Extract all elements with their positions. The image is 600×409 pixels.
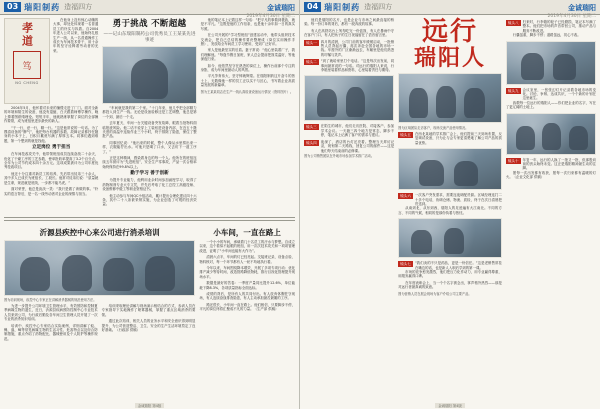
market-photo-2 (398, 73, 502, 123)
photo-caption: 图为区域团队走访客户，现场交流产品使用情况。 (398, 126, 469, 130)
paragraph: 家人是他最坚实的后盾。妻子常说：“他心里装着厂子，我们理解他。”每逢节假日加班，家人总会提前把饭菜温好，等他深夜归来。 (200, 48, 295, 62)
page-footer-left (0, 403, 299, 408)
scene-badge: 镜头四 (306, 140, 317, 145)
photo-subject (516, 126, 535, 151)
photo-subject (346, 87, 365, 117)
scene-item (398, 193, 502, 206)
market-photo-5 (506, 41, 596, 85)
paragraph: 成绩的背后，是所有人的共同付出。有人放弃休假驻守现场，有人连续奋战排查隐患，有人主动承担最苦最累的工序。 (199, 292, 295, 301)
paragraph: 路还很长，小车间一直在路上。他们相信，只要脚步不停，平凡的岗位终将汇聚成不凡的力量。（生产部 供稿） (199, 302, 295, 312)
paragraph: “车间就是我的第二个家。”十几年来，他几乎把全部精力都投入到生产一线。无论是设备检修还是工艺调整，他总是第一个到、最后一个走。 (102, 106, 197, 119)
paragraph: 他的笔记本上记着这样一句话：“把平凡的事做到极致，就是不平凡。”这既是他的工作信条，也是他十余年如一日的真实写照。 (200, 18, 295, 31)
brand-logo-block (4, 18, 50, 104)
scene-text: 四月的清晨，公司门前的客车缓缓启动，一批销售人员背起行囊，再次奔赴全国各地的市场一线。车窗外的厂区渐渐远去，车厢里是他们熟悉的叮嘱与笑声。 (320, 39, 395, 57)
scene-text: 归来时，行李箱的轮子已经磨损，笔记本写满了整本。他们把市场的声音带回公司，推动产品与服务不断改进。 (522, 20, 596, 33)
right-col-3 (506, 18, 596, 298)
masthead-right-right (548, 0, 596, 19)
photo-subject (131, 59, 168, 98)
feature-headline (398, 18, 502, 70)
photo-subject (419, 160, 443, 186)
masthead-title-left: 瑞阳制药 (24, 2, 61, 12)
paragraph: 他们是瑞阳的名片，也是企业与市场之间最直接的桥梁。每一份订单的背后，都有一段奔波的故事。 (304, 18, 395, 27)
section-heading-training: 沂源县疾控中心来公司进行消杀培训 (39, 228, 160, 237)
left-top-columns (0, 15, 299, 215)
paragraph: “干一行，爱一行，精一行。”这是他常说的一句话。为了摸清设备的“脾气”，他把每台机器的参数、故障记录都抄在随身的小本子上，日积月累竟写满了厚厚五本。同事们遇到难题，第一个想到的就是找他。 (4, 125, 99, 143)
page-04 (300, 0, 600, 409)
left-bottom-col-1 (4, 226, 195, 343)
scene-text: 会议室里，一张张幻灯片记录着各地市场的变化。讨论、争辩、达成共识，一个个新的计划在这里诞生。 (522, 87, 596, 101)
scene-item (506, 20, 596, 33)
scene-badge: 镜头三 (306, 125, 317, 130)
scene-item (506, 158, 596, 171)
scene-text: 一次客户突发需求，需要连夜调配货源。区域经理连打二十多个电话，协调仓储、物流、质检，终于在次日清晨把货送到。 (414, 193, 502, 207)
photo-subject (409, 88, 427, 118)
training-photo (4, 240, 195, 296)
scene-item (304, 59, 394, 72)
market-photo-3 (398, 148, 502, 190)
paragraph: 愿每一次出发都有收获，愿每一次归来都有温暖的灯火。（企业文化部 供稿） (505, 170, 596, 180)
photo-subject (521, 53, 544, 81)
scene-text: “我们卖的不只是药品，更是一份信任。”这是老销售常挂在嘴边的话，也是新人入职后学到的第一课。 (414, 261, 502, 270)
photo-subject (454, 161, 478, 186)
photo-subject (464, 88, 484, 118)
photo-subject (542, 123, 561, 150)
photo-caption: 图为营销人员在展会现场为客户介绍公司主要产品。 (398, 291, 472, 296)
paragraph: 今年以来，车间围绕降本增效，开展了多项专项行动：优化排产减少等待时间，改造管路降低物耗，推行目视化管理提升现场水平。 (199, 266, 295, 279)
photo-subject (553, 54, 576, 80)
scene-text: 在西北某地的学术推广会上，他们提前三天到场布置，反复调试设备，只为让与会专家更清楚地了解公司产品的质量优势。 (414, 132, 502, 145)
left-col-2 (102, 18, 196, 215)
footer-label: 金诚瑞阳 第4版 (135, 403, 165, 408)
paragraph: 他主动参与车间QC小组活动，累计提出合理化建议四十六条，其中二十八条被采纳实施，为企业创造了可观的经济效益。 (102, 193, 197, 207)
masthead-right (300, 0, 600, 19)
paragraph: 培训中，疾控中心专家结合实际案例，详细讲解了蚊、蝇、鼠、蟑等常见病媒生物的生活习性、危害特点以及综合防制措施，重点介绍了药物配比、器械使用及个人防护等操作规范。 (4, 323, 98, 341)
subsection-heading: 立足岗位 勇于担当 (31, 145, 71, 151)
paragraph: 从南到北，从东到西，瑞阳人的足迹遍布大江南北。不同的方言、不同的气候，相同的是那份执着与热忱。 (398, 206, 502, 215)
scene-badge: 镜头八 (507, 21, 519, 25)
paragraph: 2004年5月，他怀着对未来的憧憬走进了厂门。面对全新的环境和陌生的设备，他没有退缩，白天跟着师傅学操作，晚上捧着图纸啃理论。短短半年，他就熟练掌握了岗位的全部操作要领，成为班组里进步最快的新人。 (4, 106, 99, 124)
left-bottom-col-2 (199, 226, 295, 343)
section-divider (4, 217, 295, 221)
scene-badge: 镜头十 (507, 158, 519, 163)
photo-subject (20, 257, 50, 290)
lead-photo (102, 46, 196, 104)
paragraph: 同事回忆说：“他出来的时候，整个人像从水里捞出来一样，衣服能拧出水。可他只是喝了口水，又去盯下一道工序了。” (102, 140, 197, 154)
masthead-right-left (247, 0, 295, 19)
paper-name-left: 金诚瑞阳 (267, 4, 295, 12)
scene-text: 年复一年，远行的人换了一批又一批，但那股向前的劲头始终未变。这正是瑞阳精神最生动的注脚。 (522, 157, 596, 171)
paper-name-right: 金诚瑞阳 (568, 4, 596, 12)
scene-item (304, 40, 394, 58)
paragraph: 在车间技改攻关中，他带领班组成员连续奋战二十余天，优化了干燥工序的工艺参数，使单批收率提高了3.2个百分点，全年为公司节约成本四十余万元。这项成果被评为公司年度优秀技改项目。 (4, 152, 99, 170)
paragraph: 致敬每一位远行的瑞阳人——你们把企业的名字，写在了更辽阔的土地上。 (505, 100, 596, 110)
scene-text: “到了就给家里打个电话。”这是每次出发前，同事间最常说的一句话。对远行的瑞阳人来说，行李箱里装着样品和资料，心里装着责任与期待。 (320, 59, 395, 73)
section-heading-workshop: 小车间，一直在路上 (213, 228, 281, 237)
right-col-1 (304, 18, 394, 298)
paragraph: 在他身上没有惊心动魄的大事，却处处体现着一名普通员工的朴实与执着。自2004年进入公司以来，他始终扎根生产一线，从一名普通操作工成长为车间技术骨干，用十余年的坚守诠释着劳动者的光荣。 (53, 18, 99, 53)
photo-subject (317, 89, 336, 117)
paragraph: 为提升专业能力，他利用业余时间参加函授学习，取得了药物制剂专业大专文凭，并先后考取了化工总控工高级技师、设备维修中级工等职业资格证书。 (102, 178, 197, 192)
scene-badge: 镜头二 (306, 60, 317, 65)
issue-date-right: 2019年4月30日 星期二 (547, 14, 596, 19)
photo-caption: 图为王某某同志在生产一线认真检查设备运行情况（资料图片）。 (200, 89, 294, 94)
lead-subheadline: ——记山东瑞阳制药公司优秀员工王某某先进事迹 (103, 32, 196, 43)
scene-badge: 镜头五 (400, 133, 411, 137)
photo-caption: 图为公司销售团队在外地市场参加学术推广活动。 (304, 153, 375, 158)
photo-subject (103, 258, 133, 290)
scene-item (398, 261, 502, 270)
paragraph: 通过此次培训，相关人员的业务水平和安全意识得到明显提升，为公司营造整洁、卫生、安全的生产生活环境奠定了良好基础。（行政部 供稿） (101, 319, 196, 333)
paragraph: 为进一步提升公司环境卫生管理水平，有效预防和控制夏季病媒生物的滋生，近日，沂源县疾病预防控制中心专业技术人员来到公司，为行政后勤及各车间卫生管理人员开展了一次专业的消杀知识培训。 (4, 304, 98, 322)
photo-subject (145, 256, 175, 291)
paragraph: 去年夏天，车间一台关键设备突发故障，眼看当批物料面临报废风险。他二话不说穿上工装钻进设备内部，在近五十摄氏度的高温中连续作业三个小时，终于排除了隐患，保住了整批产品。 (102, 121, 197, 139)
photo-subject (436, 86, 456, 119)
masthead-title-right: 瑞阳制药 (324, 2, 361, 12)
paragraph: 他还十分注重对新员工的培养，先后带出徒弟三十余人，其中多人已成长为班组长、工段长。他常对徒弟们说：“质量就是生命，规范就是底线，一步都不能马虎。” (4, 171, 99, 185)
paragraph: 在公司开展的“学习型班组”创建活动中，他带头组织技术交流会，把自己总结的操作要诀整理成《岗位实用操作手册》，发放给全车间员工学习使用，受到广泛好评。 (200, 33, 295, 47)
paragraph: 一个小小的车间，承载着几十名员工的汗水与梦想。自成立以来，这个看似不起眼的班组，用一次次技术攻关和一项项管理改进，证明了“小车间也能有大作为”。 (199, 240, 295, 253)
right-col-2 (398, 18, 502, 298)
left-bottom-columns (0, 223, 299, 343)
scene-item (304, 140, 394, 153)
lead-headline: 勇于挑战 不断超越 (112, 19, 187, 29)
feature-headline-line2: 瑞阳人 (413, 45, 486, 71)
masthead-subtitle-left: 造福四方 (64, 3, 93, 11)
paragraph: 平凡孕育伟大，坚守铸就辉煌。在瑞阳制药这片奋斗的热土上，无数像他一样的员工正以实干与匠心，书写着企业高质量发展的新篇章。 (200, 74, 295, 88)
scene-text: 夜深了，酒店的台灯还亮着。整理当天拜访记录，规划第二天路线，回复公司的邮件——这是他们每天结束前的必修课。 (320, 139, 395, 153)
scene-item (506, 88, 596, 101)
masthead-left (0, 0, 299, 19)
paragraph: 培训采取理论讲解与现场演示相结合的方式，参训人员在专家指导下实地操作了喷雾器械，掌握了重点区域消杀的要领。 (101, 304, 196, 317)
page-number-right: 04 (304, 2, 321, 12)
masthead-subtitle-right: 造福四方 (364, 3, 393, 11)
scene-item (398, 132, 502, 145)
paragraph: 数据是最好的答卷：一季度产量同比提升12.6%，单位能耗下降8.3%，各项质量指标全面达标。 (199, 281, 295, 290)
logo-english-text: NG CHENG (15, 81, 39, 85)
subsection-heading: 勤于学习 善于创新 (130, 171, 169, 177)
paragraph: 正是这种精神，感染着身边的每一个人。他所在的班组连续五年被评为“先进班组”，安全生产零事故，产品一次合格率始终保持在99.8%以上。 (102, 156, 197, 169)
paragraph: 清晨六点半，车间的灯已经亮起。交接班记录、设备点检、物料核对，每一个环节都有人一丝不苟地执行着。 (199, 255, 295, 264)
scene-badge: 镜头九 (507, 88, 519, 93)
issue-date-left: 2019年4月30日 星期二 (246, 14, 295, 19)
scene-badge: 镜头七 (400, 262, 411, 267)
paragraph: 在年度表彰会上，当一个个名字被念出，掌声格外热烈——那是对远行者最真诚的致意。 (398, 280, 502, 290)
paragraph: 市场的竞争愈发激烈，他们把压力化作动力，用专业赢得尊重，用服务赢得口碑。 (398, 270, 502, 279)
page-footer-right (300, 403, 600, 408)
photo-subject (569, 126, 588, 151)
photo-caption: 图为培训现场，疾控中心专家正在讲解消杀器械的规范使用方法。 (4, 298, 97, 302)
left-col-1 (4, 18, 98, 215)
photo-subject (62, 255, 92, 291)
market-photo-6 (506, 113, 596, 155)
scene-badge: 镜头六 (400, 194, 411, 199)
page-number-left: 03 (4, 2, 21, 12)
left-col-3 (201, 18, 295, 215)
logo-stamp: 笃 (13, 51, 41, 79)
scene-badge: 镜头一 (306, 40, 317, 45)
photo-subject (444, 228, 464, 254)
paragraph: 行囊虽重，脚步不停；道路虽远，初心不改。 (512, 33, 581, 38)
right-columns (300, 15, 600, 298)
market-photo-1 (304, 75, 394, 121)
feature-headline-line1: 远行 (421, 17, 478, 47)
market-photo-4 (398, 218, 502, 258)
photo-subject (411, 230, 431, 254)
scene-item (304, 124, 394, 137)
paragraph: 有人在高铁站台上匆匆吃完一份盒饭，有人在暴雨中守在客户门口，有人把孩子的生日祝福留在了语音留言里。 (304, 28, 395, 38)
paragraph: 面对荣誉，他总是淡淡一笑：“我只是做了该做的事。”朴实的语言背后，是一名一线劳动者对企业的深情与担当。 (4, 187, 99, 196)
paragraph: 如今，他依然坚守在熟悉的岗位上，操作台前那个专注的身影，成为车间里最动人的风景。 (200, 63, 295, 73)
scene-text: 在陌生的城市，他们走访医院、对接客户、参加学术会议。一天跑三四个地方是常态，脚步不停，笔记本上记满了客户的需求与建议。 (320, 124, 395, 138)
logo-vertical-text: 孝道 (20, 22, 34, 48)
footer-label: 金诚瑞阳 第4版 (435, 403, 465, 408)
